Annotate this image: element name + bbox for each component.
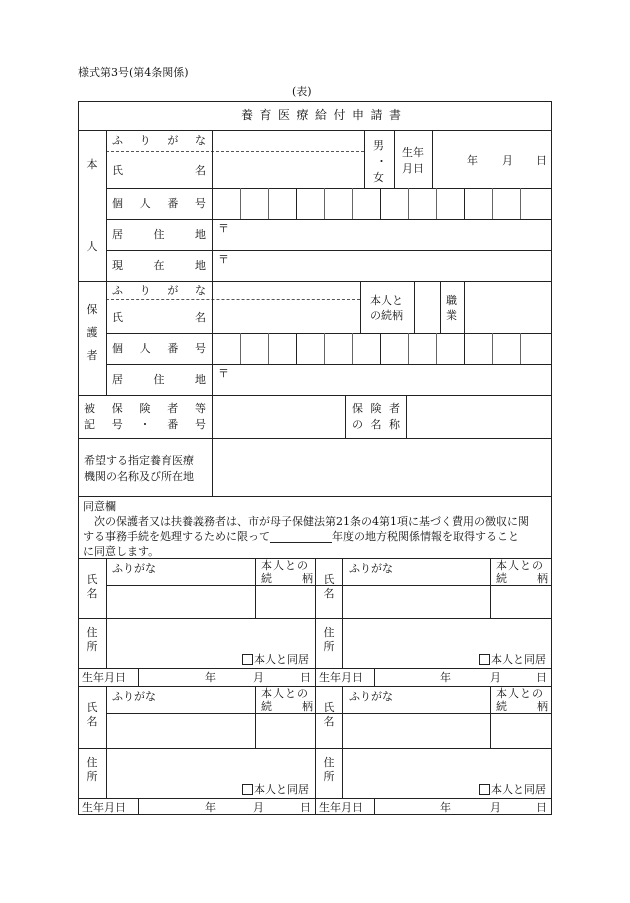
consent-2-birth-label: 生年月日	[319, 671, 363, 684]
person-current-label: 現 在 地	[112, 259, 206, 272]
checkbox-icon[interactable]	[479, 654, 490, 665]
consent-3-birth-label: 生年月日	[82, 801, 126, 814]
guardian-residence-label: 居 住 地	[112, 373, 206, 386]
consent-3-address-label-2: 所	[86, 770, 98, 783]
person-group-label-1: 本	[86, 158, 98, 171]
person-group-label-2: 人	[86, 240, 98, 253]
consent-3-relation-label-1: 本人との	[261, 687, 309, 700]
consent-line-3: に同意します。	[83, 545, 160, 558]
checkbox-icon[interactable]	[242, 784, 253, 795]
consent-line-1: 次の保護者又は扶養義務者は、市が母子保健法第21条の4第1項に基づく費用の徴収に関	[83, 515, 529, 528]
guardian-group-label-1: 保	[86, 303, 98, 316]
consent-title: 同意欄	[83, 500, 116, 513]
consent-3-name-label-1: 氏	[86, 701, 98, 714]
consent-3-name-label-2: 名	[86, 715, 98, 728]
consent-3-cohabit-checkbox[interactable]	[242, 783, 309, 796]
hospital-label-2: 機関の名称及び所在地	[84, 470, 194, 483]
guardian-name-label: 氏 名	[112, 311, 206, 324]
person-residence-label: 居 住 地	[112, 228, 206, 241]
consent-2-name-label-1: 氏	[323, 573, 335, 586]
consent-1-relation-label-2: 続 柄	[261, 572, 313, 585]
consent-3-relation-label-2: 続 柄	[261, 700, 313, 713]
cohabit-label: 本人と同居	[491, 783, 546, 796]
consent-year-blank[interactable]	[270, 531, 332, 543]
person-current-postal-mark: 〒	[218, 253, 229, 266]
guardian-group-label-2: 護	[86, 326, 98, 339]
consent-4-birth-label: 生年月日	[319, 801, 363, 814]
consent-4-birth-month-unit: 月	[490, 801, 501, 814]
person-birth-month-unit: 月	[502, 154, 513, 167]
title-text: 養育医療給付申請書	[241, 108, 408, 122]
guardian-residence-postal-mark: 〒	[218, 367, 229, 380]
consent-4-name-label-2: 名	[323, 715, 335, 728]
consent-1-address-label-2: 所	[86, 640, 98, 653]
gender-separator: ・	[376, 155, 387, 168]
consent-3-furigana-label: ふりがな	[112, 690, 156, 703]
side-label: (表)	[292, 85, 312, 98]
guardian-mynumber-label: 個 人 番 号	[112, 342, 206, 355]
consent-line-2: する事務手続を処理するために限って 年度の地方税関係情報を取得すること	[83, 530, 519, 543]
consent-2-address-label-2: 所	[323, 640, 335, 653]
consent-1-furigana-label: ふりがな	[112, 562, 156, 575]
consent-4-cohabit-checkbox[interactable]	[479, 783, 546, 796]
consent-3-birth-day-unit: 日	[300, 801, 311, 814]
person-birth-day-unit: 日	[536, 154, 547, 167]
person-furigana-label: ふ り が な	[112, 134, 206, 147]
consent-1-birth-day-unit: 日	[300, 671, 311, 684]
consent-1-birth-month-unit: 月	[253, 671, 264, 684]
cohabit-label: 本人と同居	[254, 653, 309, 666]
consent-2-relation-label-1: 本人との	[496, 559, 544, 572]
consent-4-relation-label-1: 本人との	[496, 687, 544, 700]
cohabit-label: 本人と同居	[491, 653, 546, 666]
consent-4-address-label-2: 所	[323, 770, 335, 783]
consent-2-name-label-2: 名	[323, 587, 335, 600]
consent-1-cohabit-checkbox[interactable]	[242, 653, 309, 666]
guardian-occupation-label-2: 業	[446, 309, 457, 322]
form-title	[241, 108, 408, 122]
gender-female[interactable]: 女	[373, 171, 384, 184]
gender-male[interactable]: 男	[373, 139, 384, 152]
consent-1-birth-year-unit: 年	[205, 671, 216, 684]
insurer-label-2: の 名 称	[352, 418, 400, 431]
consent-1-name-label-1: 氏	[86, 573, 98, 586]
hospital-label-1: 希望する指定養育医療	[84, 454, 194, 467]
consent-4-birth-day-unit: 日	[536, 801, 547, 814]
person-birth-label-1: 生年	[402, 146, 424, 159]
consent-3-birth-year-unit: 年	[205, 801, 216, 814]
consent-2-birth-day-unit: 日	[536, 671, 547, 684]
consent-4-relation-label-2: 続 柄	[496, 700, 548, 713]
consent-2-birth-year-unit: 年	[440, 671, 451, 684]
person-birth-label-2: 月日	[402, 162, 424, 175]
consent-1-name-label-2: 名	[86, 587, 98, 600]
guardian-relation-label-2: の続柄	[370, 309, 403, 322]
person-residence-postal-mark: 〒	[218, 222, 229, 235]
consent-4-name-label-1: 氏	[323, 701, 335, 714]
insurance-label-1: 被 保 険 者 等	[84, 402, 206, 415]
guardian-occupation-label-1: 職	[446, 294, 457, 307]
consent-3-address-label-1: 住	[86, 756, 98, 769]
insurer-label-1: 保 険 者	[352, 402, 400, 415]
guardian-furigana-label: ふ り が な	[112, 284, 206, 297]
consent-4-address-label-1: 住	[323, 756, 335, 769]
insurance-label-2: 記 号 ・ 番 号	[84, 418, 206, 431]
person-mynumber-label: 個 人 番 号	[112, 197, 206, 210]
consent-2-birth-month-unit: 月	[490, 671, 501, 684]
guardian-group-label-3: 者	[86, 349, 98, 362]
consent-2-cohabit-checkbox[interactable]	[479, 653, 546, 666]
form-label: 様式第3号(第4条関係)	[78, 66, 189, 79]
checkbox-icon[interactable]	[479, 784, 490, 795]
consent-2-furigana-label: ふりがな	[349, 562, 393, 575]
checkbox-icon[interactable]	[242, 654, 253, 665]
consent-1-address-label-1: 住	[86, 626, 98, 639]
consent-4-furigana-label: ふりがな	[349, 690, 393, 703]
consent-3-birth-month-unit: 月	[253, 801, 264, 814]
consent-1-relation-label-1: 本人との	[261, 559, 309, 572]
consent-2-relation-label-2: 続 柄	[496, 572, 548, 585]
guardian-relation-label-1: 本人と	[370, 294, 403, 307]
cohabit-label: 本人と同居	[254, 783, 309, 796]
consent-4-birth-year-unit: 年	[440, 801, 451, 814]
person-name-label: 氏 名	[112, 164, 206, 177]
consent-2-address-label-1: 住	[323, 626, 335, 639]
person-birth-year-unit: 年	[467, 154, 478, 167]
consent-1-birth-label: 生年月日	[82, 671, 126, 684]
